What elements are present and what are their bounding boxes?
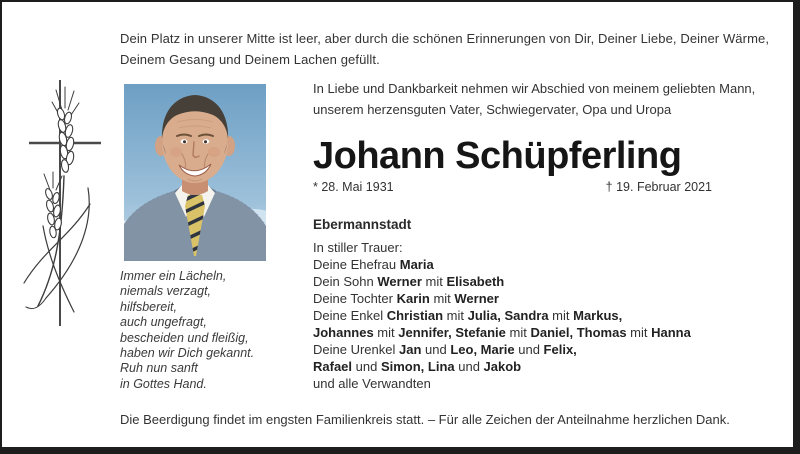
birth-date: * 28. Mai 1931: [313, 180, 394, 194]
poem-line: niemals verzagt,: [120, 284, 212, 299]
poem-line: Immer ein Lächeln,: [120, 269, 227, 283]
portrait-photo: [124, 84, 266, 261]
opening-text: [120, 28, 780, 70]
opening-line: Dein Platz in unserer Mitte ist leer, aber durch die schönen Erinnerungen von Dir, Deiner Liebe, Deiner Wärme,: [120, 31, 770, 46]
mourner-line: Deine Enkel Christian mit Julia, Sandra mit Markus,: [313, 308, 623, 323]
mourner-line: Deine Ehefrau Maria: [313, 257, 434, 272]
poem-line: auch ungefragt,: [120, 315, 207, 330]
mourner-line: Rafael und Simon, Lina und Jakob: [313, 359, 522, 374]
poem-line: Ruh nun sanft: [120, 361, 198, 376]
poem-line: hilfsbereit,: [120, 299, 177, 314]
cross-with-wheat-icon: [16, 78, 128, 330]
memorial-poem: [120, 269, 300, 392]
mourner-list: [313, 256, 712, 392]
mourner-line: Dein Sohn Werner mit Elisabeth: [313, 274, 505, 289]
mourner-line: Johannes mit Jennifer, Stefanie mit Daniel, Thomas mit Hanna: [313, 325, 691, 340]
city-name: Ebermannstadt: [313, 217, 412, 232]
obituary-card: [2, 2, 793, 447]
poem-line: in Gottes Hand.: [120, 376, 207, 391]
opening-line: Deinem Gesang und Deinem Lachen gefüllt.: [120, 52, 380, 67]
death-date: † 19. Februar 2021: [605, 180, 712, 194]
announcement-body: [313, 78, 756, 392]
mourning-header: In stiller Trauer:: [313, 240, 403, 255]
mourner-line: Deine Tochter Karin mit Werner: [313, 291, 499, 306]
poem-line: haben wir Dich gekannt.: [120, 346, 255, 361]
poem-line: bescheiden und fleißig,: [120, 330, 249, 345]
mourner-line: und alle Verwandten: [313, 376, 431, 391]
intro-text: [313, 78, 756, 120]
deceased-name: Johann Schüpferling: [313, 135, 682, 177]
funeral-notice: Die Beerdigung findet im engsten Familienkreis statt. – Für alle Zeichen der Anteilnahme herzlichen Dank.: [120, 412, 730, 427]
life-dates: [313, 180, 712, 194]
intro-line: In Liebe und Dankbarkeit nehmen wir Abschied von meinem geliebten Mann,: [313, 81, 756, 96]
mourner-line: Deine Urenkel Jan und Leo, Marie und Felix,: [313, 342, 577, 357]
intro-line: unserem herzensguten Vater, Schwiegervater, Opa und Uropa: [313, 102, 672, 117]
